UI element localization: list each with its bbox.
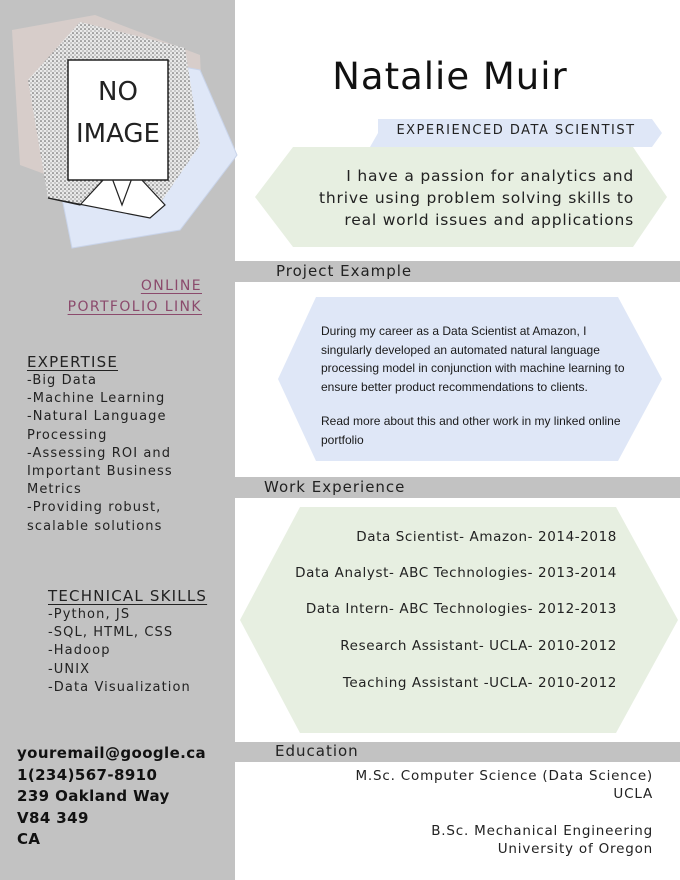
expertise-list [27, 372, 232, 536]
section-bar-project [235, 261, 680, 282]
list-item: -Assessing ROI and [27, 445, 172, 461]
list-item: -Natural Language [27, 409, 167, 425]
contact-country: CA [17, 830, 41, 848]
list-item: -UNIX [48, 661, 91, 677]
education-degree: M.Sc. Computer Science (Data Science) [355, 768, 653, 784]
list-item: Important Business [27, 464, 173, 480]
person-name: Natalie Muir [332, 55, 568, 98]
expertise-section [27, 353, 232, 536]
section-bar-work [235, 477, 680, 498]
education-school: UCLA [613, 786, 653, 802]
profile-photo-area [0, 0, 240, 250]
list-item: -Python, JS [48, 607, 131, 622]
portfolio-link[interactable] [54, 276, 202, 318]
technical-skills-section [48, 587, 233, 697]
summary-line: I have a passion for analytics and [346, 167, 634, 185]
job-title: EXPERIENCED DATA SCIENTIST [396, 123, 636, 138]
contact-postal: V84 349 [17, 808, 89, 827]
work-item-2: Data Analyst- ABC Technologies- 2013-2014 [295, 565, 617, 581]
work-item-1: Data Scientist- Amazon- 2014-2018 [356, 529, 617, 545]
education-entry-1 [355, 767, 653, 803]
contact-street: 239 Oakland Way [17, 787, 170, 805]
no-image-line1: NO [98, 77, 138, 107]
expertise-heading: EXPERTISE [27, 353, 118, 371]
photo-decoration [0, 0, 240, 250]
work-item-4: Research Assistant- UCLA- 2010-2012 [340, 638, 617, 654]
list-item: -Machine Learning [27, 391, 166, 407]
portfolio-link-line1[interactable]: ONLINE [140, 278, 202, 294]
no-image-line2: IMAGE [75, 119, 161, 149]
summary-line: real world issues and applications [344, 211, 634, 229]
list-item: -Hadoop [48, 643, 111, 659]
work-heading: Work Experience [264, 478, 406, 496]
list-item: -Big Data [27, 373, 98, 388]
education-degree: B.Sc. Mechanical Engineering [431, 823, 653, 839]
portfolio-link-line2[interactable]: PORTFOLIO LINK [67, 299, 202, 315]
list-item: -Data Visualization [48, 679, 191, 695]
list-item: -SQL, HTML, CSS [48, 625, 174, 641]
list-item: -Providing robust, [27, 500, 162, 516]
list-item: Processing [27, 427, 108, 443]
work-item-3: Data Intern- ABC Technologies- 2012-2013 [305, 601, 617, 617]
education-heading: Education [275, 742, 359, 760]
education-school: University of Oregon [497, 841, 653, 857]
project-heading: Project Example [276, 262, 413, 280]
project-paragraph-1: During my career as a Data Scientist at Amazon, I singularly developed an automated natural language processing model in conjunction with machine learning to ensure better product recommendations to clients. [321, 324, 625, 394]
summary-text [300, 165, 634, 231]
contact-email[interactable]: youremail@google.ca [17, 744, 207, 762]
technical-skills-heading: TECHNICAL SKILLS [48, 587, 208, 605]
technical-skills-list [48, 606, 233, 697]
job-title-tag [370, 119, 662, 147]
project-paragraph-2: Read more about this and other work in my linked online portfolio [321, 414, 621, 447]
list-item: scalable solutions [27, 518, 163, 534]
contact-phone[interactable]: 1(234)567-8910 [17, 765, 158, 784]
summary-line: thrive using problem solving skills to [319, 189, 634, 207]
project-description [321, 322, 641, 465]
contact-info [17, 743, 206, 851]
section-bar-education [235, 742, 680, 762]
list-item: Metrics [27, 482, 82, 498]
work-item-5: Teaching Assistant -UCLA- 2010-2012 [342, 675, 617, 691]
education-entry-2 [431, 822, 653, 858]
